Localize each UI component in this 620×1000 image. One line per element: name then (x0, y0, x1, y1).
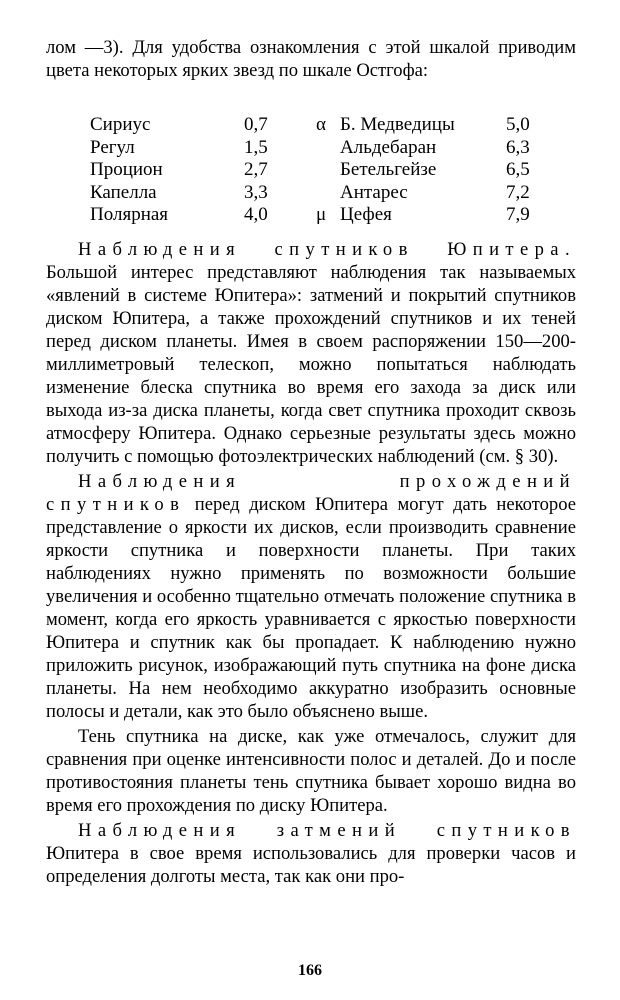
star-value: 6,5 (506, 159, 530, 180)
greek-letter (316, 182, 326, 205)
paragraph-satellite-shadow: Тень спутника на диске, как уже отмечалось, служит для сравнения при оценке интенсивности полос и деталей. До и после противостояния планеты тень спутника бывает хорошо видна во время его прохождения по диску Юпитера. (46, 726, 576, 816)
star-name: Антарес (340, 181, 408, 203)
star-values-left (244, 114, 268, 227)
star-names-left (90, 114, 168, 227)
star-names-right (340, 114, 455, 227)
page-content (46, 36, 576, 888)
greek-letter (316, 159, 326, 182)
star-value: 1,5 (244, 136, 268, 158)
page-number: 166 (298, 962, 322, 979)
star-value: 2,7 (244, 159, 268, 180)
star-name: Полярная (90, 204, 169, 225)
star-name: Процион (90, 159, 163, 180)
star-color-table (46, 114, 576, 226)
greek-letter: α (316, 114, 326, 135)
star-value: 7,2 (506, 181, 530, 203)
section-satellite-eclipses (46, 819, 576, 888)
star-name: Б. Медведицы (340, 114, 455, 135)
greek-letter (316, 137, 326, 160)
star-name: Цефея (340, 204, 392, 225)
star-name: Регул (90, 136, 135, 158)
star-values-right (506, 114, 530, 227)
star-value: 3,3 (244, 181, 268, 203)
section-heading: Наблюдения затмений спутников (78, 820, 576, 841)
section-heading: Наблюдения прохождений спутников (46, 471, 576, 515)
section-body: Юпитера в свое время использовались для проверки часов и определения долготы места, так как они про- (46, 843, 576, 887)
star-value: 4,0 (244, 204, 268, 225)
star-value: 6,3 (506, 136, 530, 158)
section-body: перед диском Юпитера могут дать некоторое представление о яркости их дисков, если производить сравнение яркости спутника и поверхности планеты. При таких наблюдениях нужно применять по возможности большие увеличения и особенно тщательно отмечать положение спутника в момент, когда его яркость уравнивается с яркостью поверхности Юпитера и спутник как бы пропадает. К наблюдению нужно приложить рисунок, изображающий путь спутника на фоне диска планеты. На нем необходимо аккуратно изобразить основные полосы и детали, как это было объяснено выше. (46, 494, 576, 722)
star-name: Сириус (90, 114, 151, 135)
star-value: 0,7 (244, 114, 268, 135)
section-satellite-transits (46, 470, 576, 723)
star-name: Капелла (90, 181, 157, 203)
star-name: Бетельгейзе (340, 159, 437, 180)
section-jupiter-satellites (46, 238, 576, 468)
section-heading: Наблюдения спутников Юпитера. (78, 239, 576, 260)
star-greek-letters (316, 114, 326, 227)
star-name: Альдебаран (340, 136, 437, 158)
star-value: 7,9 (506, 204, 530, 225)
greek-letter: μ (316, 204, 327, 225)
star-value: 5,0 (506, 114, 530, 135)
section-body: Большой интерес представляют наблюдения так называемых «явлений в системе Юпитера»: затмений и покрытий спутников диском Юпитера, а также прохождений спутников и их теней перед диском планеты. Имея в своем распоряжении 150—200-миллиметровый телескоп, можно попытаться наблюдать изменение блеска спутника во время его захода за диск или выхода из-за диска планеты, когда свет спутника проходит сквозь атмосферу Юпитера. Однако серьезные результаты здесь можно получить с помощью фотоэлектрических наблюдений (см. § 30). (46, 262, 576, 467)
intro-paragraph: лом —3). Для удобства ознакомления с этой шкалой приводим цвета некоторых ярких звезд по шкале Остгофа: (46, 37, 576, 81)
